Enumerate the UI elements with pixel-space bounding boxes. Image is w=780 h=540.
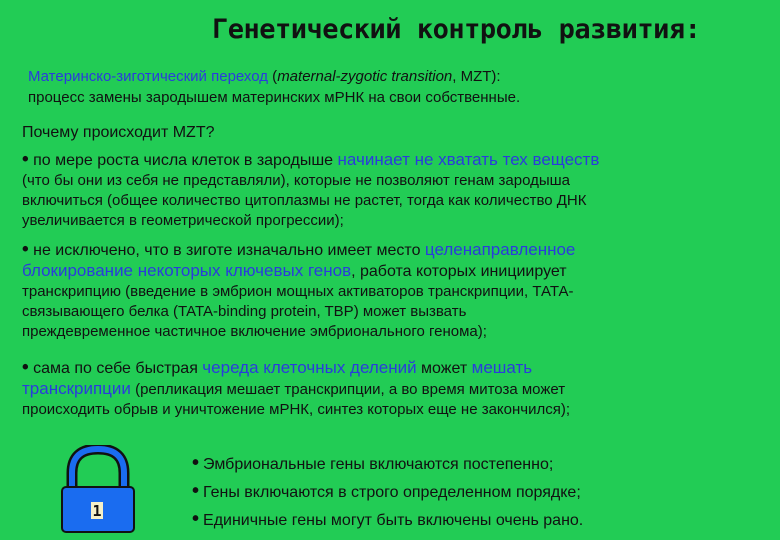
bullet-2-lead [22,240,764,261]
bullet-3-highlight: череда клеточных делений [202,358,417,377]
bullet-1-line-2: включиться (общее количество цитоплазмы не растет, тогда как количество ДНК [22,192,587,209]
bullet-1-line-1: (что бы они из себя не представляли), которые не позволяют генам зародыша [22,172,571,189]
bullet-3-text-middle: может [416,360,472,377]
slide-title: Генетический контроль развития: [212,14,701,45]
bullet-3 [22,358,764,420]
term-english: maternal-zygotic transition [277,68,453,85]
bullet-2-text-after: , работа которых инициирует [351,263,567,280]
bullet-2-text: не исключено, что в зиготе изначально имеет место [28,242,425,259]
bullet-3-text-after: (репликация мешает транскрипции, а во время митоза может [130,381,566,398]
summary-item [192,450,583,478]
bullet-1-highlight: начинает не хватать тех веществ [337,150,600,169]
term: Материнско-зиготический переход [28,68,269,85]
summary-item [192,506,583,534]
bullet-dot: • [192,508,200,530]
bullet-1-line-3: увеличивается в геометрической прогрессии); [22,212,344,229]
bullet-3-highlight-2: мешать [471,358,533,377]
paren-close: ): [491,68,501,85]
bullet-3-line-a [22,379,764,400]
definition-line [28,66,768,87]
bullet-dot: • [192,452,200,474]
bullet-dot: • [192,480,200,502]
question: Почему происходит MZT? [22,124,215,141]
summary-item [192,478,583,506]
bullet-1-text: по мере роста числа клеток в зародыше [28,152,338,169]
definition [28,66,768,108]
summary-text: Единичные гены могут быть включены очень рано. [203,512,584,529]
bullet-2-line-1: транскрипцию (введение в эмбрион мощных активаторов транскрипции, ТАТА- [22,283,574,300]
paren-open: ( [268,68,278,85]
lock-label: 1 [92,502,102,520]
lock-shackle-fill [72,449,124,489]
bullet-2-line-2: связывающего белка (TATA-binding protein, TBP) может вызвать [22,303,467,320]
abbreviation: , MZT [452,68,492,85]
bullet-dot: • [22,239,29,260]
bullet-2-highlight-2: блокирование некоторых ключевых генов [22,261,352,280]
summary-text: Гены включаются в строго определенном порядке; [203,484,581,501]
bullet-3-text: сама по себе быстрая [28,360,203,377]
definition-description: процесс замены зародышем материнских мРНК на свои собственные. [28,89,521,106]
bullet-1-lead [22,150,764,171]
bullet-2-line-3: преждевременное частичное включение эмбрионального генома); [22,323,487,340]
bullet-2-lead-2 [22,261,764,282]
summary-list [192,450,583,534]
bullet-3-line-1: происходить обрыв и уничтожение мРНК, синтез которых еще не закончился); [22,401,571,418]
bullet-2 [22,240,764,342]
bullet-dot: • [22,149,29,170]
bullet-1 [22,150,764,231]
bullet-3-lead [22,358,764,379]
bullet-2-highlight-1: целенаправленное [424,240,576,259]
lock-icon [58,445,138,535]
bullet-3-highlight-3: транскрипции [22,379,131,398]
bullet-dot: • [22,357,29,378]
summary-text: Эмбриональные гены включаются постепенно; [203,456,554,473]
